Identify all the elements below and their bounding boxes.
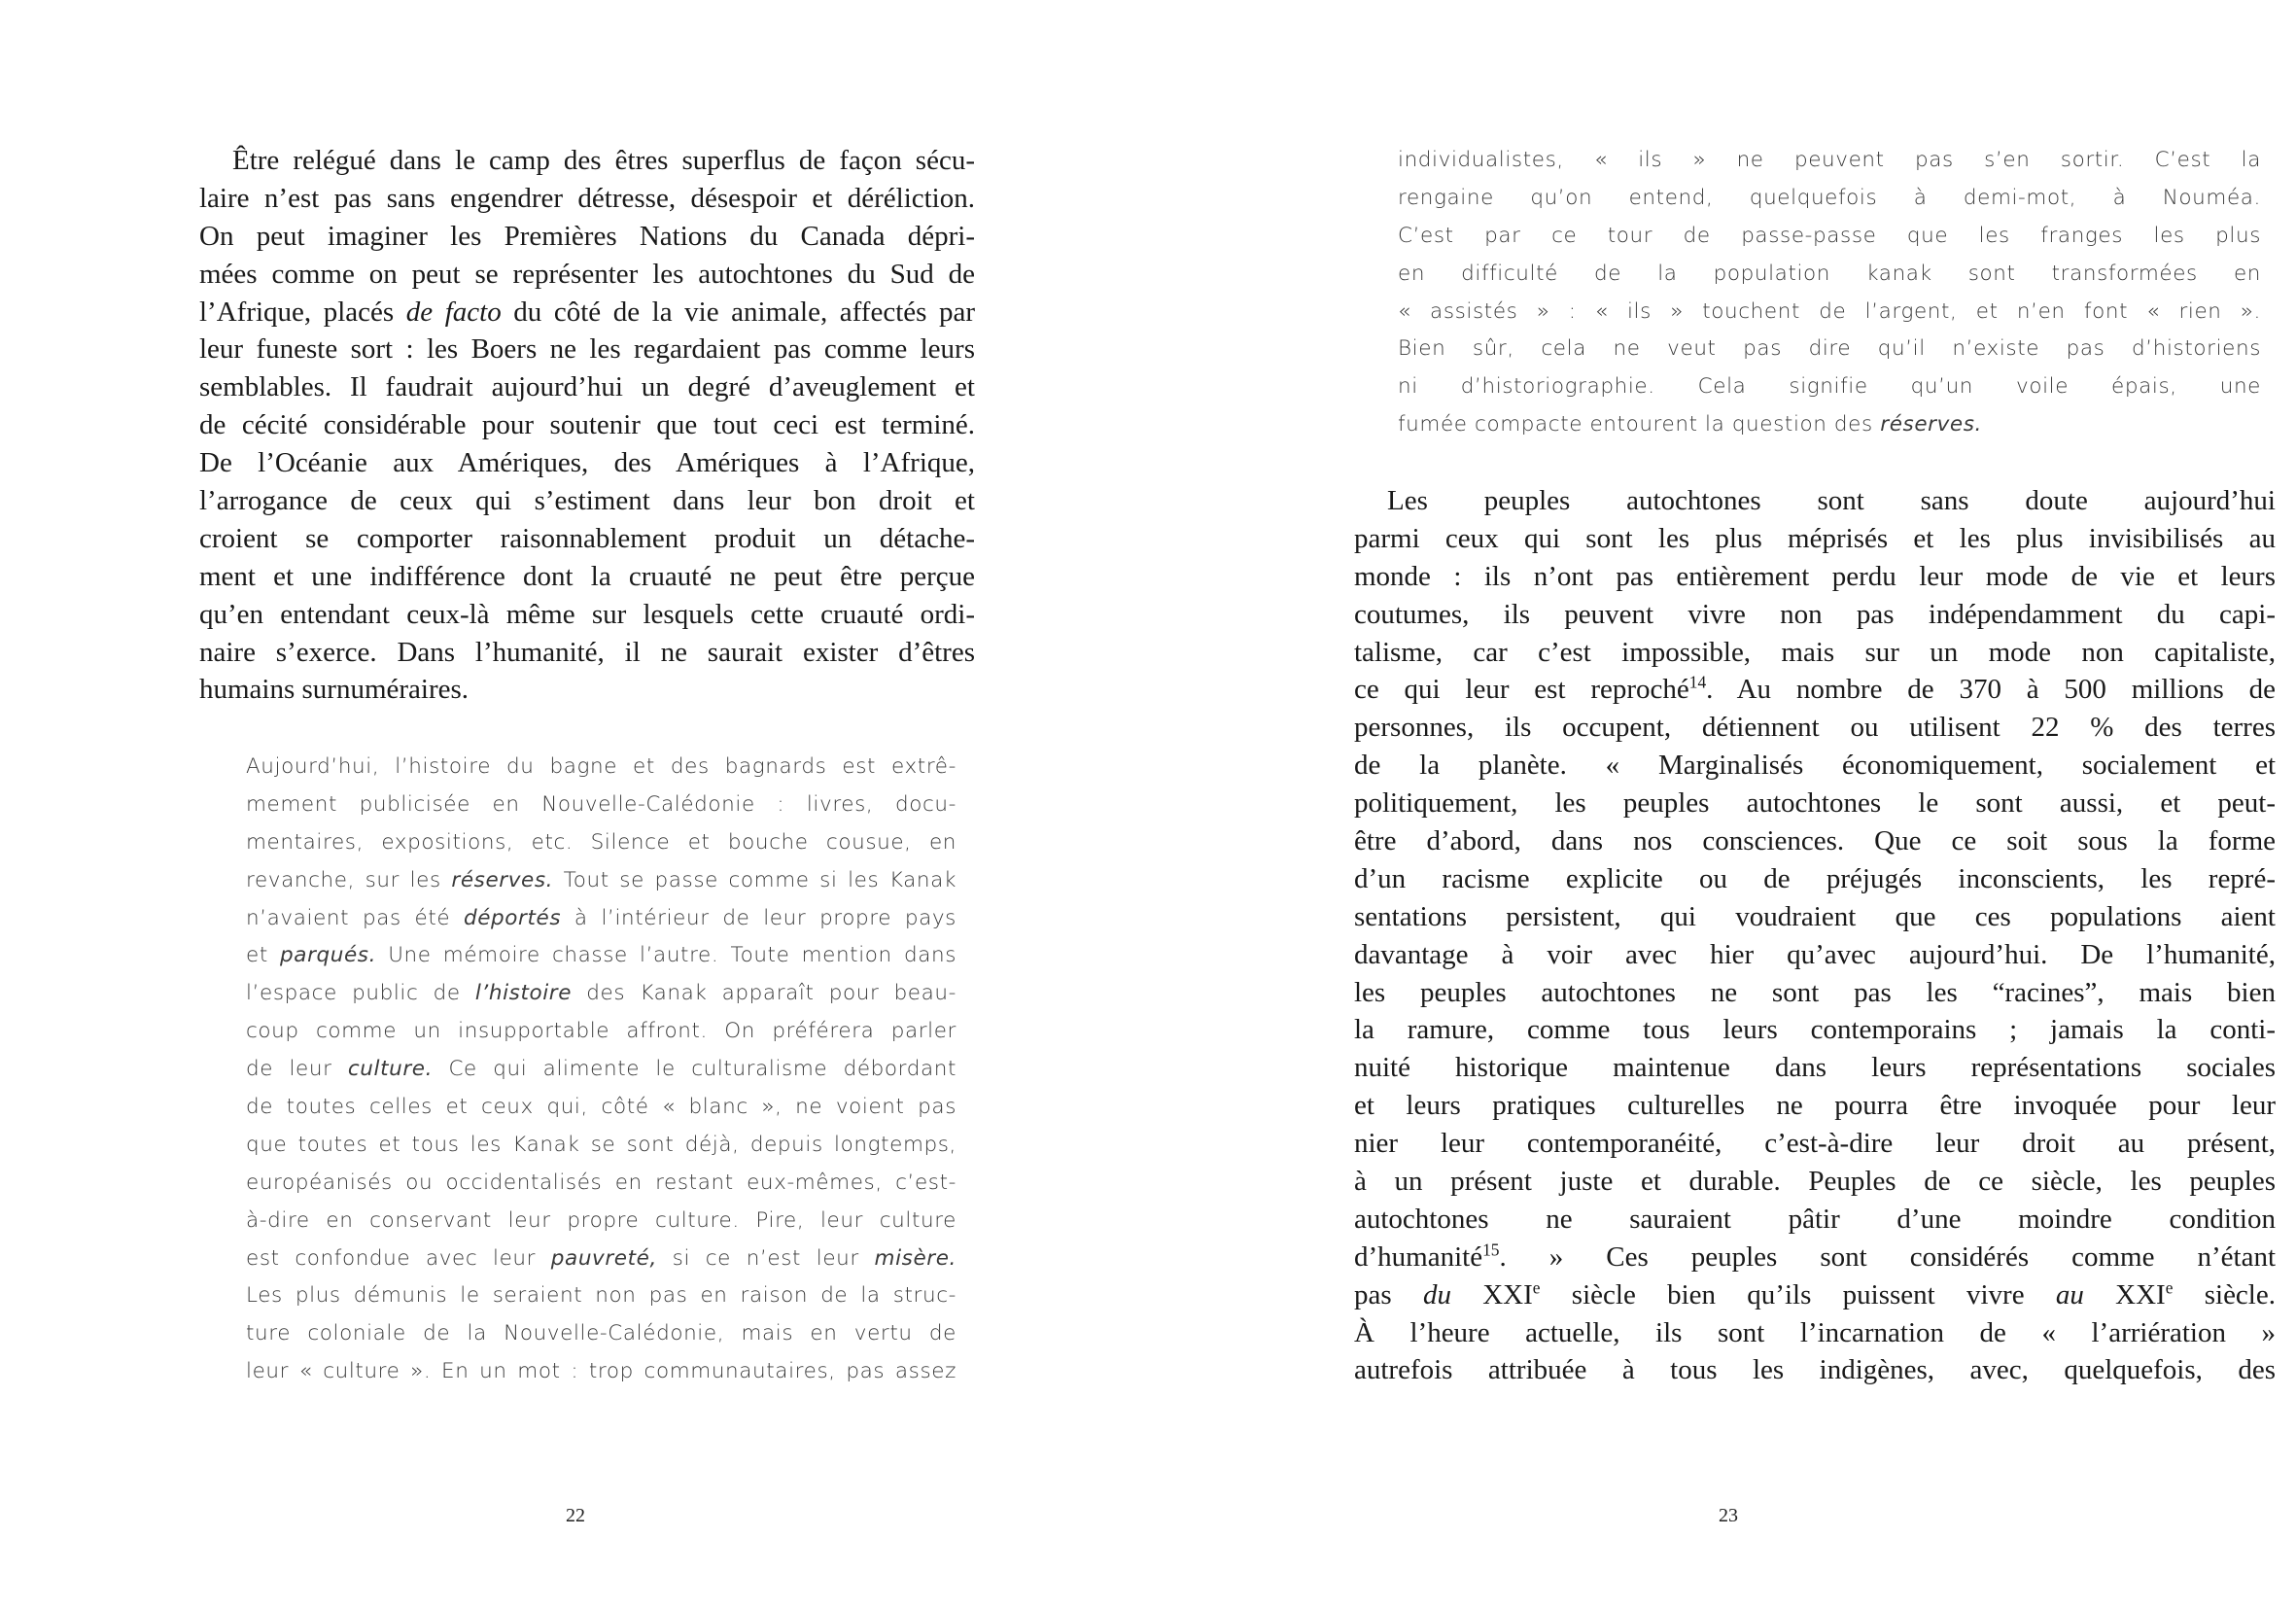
text-line: leur funeste sort : les Boers ne les regardaient pas comme leurs (199, 333, 975, 366)
text-segment: si ce n’est leur (656, 1245, 875, 1271)
text-line: « assistés » : « ils » touchent de l’argent, et n’en font « rien ». (1398, 298, 2261, 324)
italic-text: misère. (874, 1245, 957, 1271)
text-line: ment et une indifférence dont la cruauté ne peut être perçue (199, 560, 975, 592)
text-line (1354, 671, 2276, 709)
superscript: 15 (1482, 1240, 1500, 1260)
text-line: autrefois attribuée à tous les indigènes, avec, quelquefois, des (1354, 1354, 2276, 1386)
text-line: On peut imaginer les Premières Nations du Canada dépri- (199, 220, 975, 252)
text-line: rengaine qu’on entend, quelquefois à demi-mot, à Nouméa. (1398, 185, 2261, 210)
text-line: laire n’est pas sans engendrer détresse, désespoir et déréliction. (199, 182, 975, 214)
text-line: et leurs pratiques culturelles ne pourra être invoquée pour leur (1354, 1090, 2276, 1122)
text-segment: des Kanak apparaît pour beau- (572, 981, 957, 1006)
text-segment: XXI (2083, 1278, 2166, 1310)
text-segment: ce qui leur est reproché (1354, 674, 1689, 706)
text-line: Les plus démunis le seraient non pas en raison de la struc- (246, 1283, 957, 1309)
text-segment: n’avaient pas été (246, 905, 464, 930)
text-line: individualistes, « ils » ne peuvent pas s’en sortir. C’est la (1398, 148, 2261, 172)
text-segment: l’espace public de (246, 981, 475, 1006)
text-line (246, 900, 957, 938)
text-line: monde : ils n’ont pas entièrement perdu leur mode de vie et leurs (1354, 560, 2276, 592)
text-line: être d’abord, dans nos consciences. Que ce soit sous la forme (1354, 825, 2276, 857)
page-number-left: 22 (566, 1505, 585, 1526)
text-line: Bien sûr, cela ne veut pas dire qu’il n’existe pas d’historiens (1398, 336, 2261, 362)
text-line: personnes, ils occupent, détiennent ou utilisent 22 % des terres (1354, 712, 2276, 744)
text-line: de cécité considérable pour soutenir que tout ceci est terminé. (199, 409, 975, 441)
left-quote-block (246, 749, 957, 1391)
text-line: Être relégué dans le camp des êtres superflus de façon sécu- (232, 145, 975, 176)
text-segment: Ce qui alimente le culturalisme débordant (433, 1057, 957, 1082)
text-line: sentations persistent, qui voudraient que ces populations aient (1354, 900, 2276, 932)
text-line: la ramure, comme tous leurs contemporains ; jamais la conti- (1354, 1014, 2276, 1046)
text-line: en difficulté de la population kanak sont transformées en (1398, 261, 2261, 286)
text-segment: d’humanité (1354, 1240, 1483, 1273)
text-line: ni d’historiographie. Cela signifie qu’un voile épais, une (1398, 374, 2261, 400)
text-line: politiquement, les peuples autochtones le sont aussi, et peut- (1354, 787, 2276, 820)
text-line (1398, 406, 2261, 444)
italic-text: culture. (347, 1057, 434, 1082)
italic-text: pauvreté, (550, 1245, 657, 1271)
italic-text: déportés (463, 905, 562, 930)
text-line: Aujourd’hui, l’histoire du bagne et des bagnards est extrê- (246, 754, 957, 779)
text-segment: revanche, sur les (246, 867, 452, 892)
text-segment: de leur (246, 1057, 348, 1082)
left-main-paragraph (199, 142, 975, 709)
text-line: croient se comporter raisonnablement produit un détache- (199, 522, 975, 554)
italic-text: du (1422, 1278, 1451, 1310)
text-segment: . Au nombre de 370 à 500 millions de (1706, 674, 2276, 706)
text-segment: l’Afrique, placés (199, 296, 406, 328)
text-line: nier leur contemporanéité, c’est-à-dire leur droit au présent, (1354, 1128, 2276, 1160)
text-segment: . » Ces peuples sont considérés comme n’étant (1499, 1240, 2276, 1273)
text-line: coup comme un insupportable affront. On préférera parler (246, 1019, 957, 1044)
text-line: que toutes et tous les Kanak se sont déjà, depuis longtemps, (246, 1132, 957, 1157)
italic-text: de facto (405, 296, 502, 328)
text-line: de la planète. « Marginalisés économiquement, socialement et (1354, 750, 2276, 782)
italic-text: réserves. (451, 867, 554, 892)
text-line: humains surnuméraires. (199, 674, 470, 706)
text-line (246, 1051, 957, 1089)
text-line: européanisés ou occidentalisés en restant eux-mêmes, c’est- (246, 1170, 957, 1195)
text-line: talisme, car c’est impossible, mais sur un mode non capitaliste, (1354, 636, 2276, 668)
text-line: C’est par ce tour de passe-passe que les franges les plus (1398, 223, 2261, 248)
text-line: d’un racisme explicite ou de préjugés inconscients, les repré- (1354, 862, 2276, 894)
text-line: leur « culture ». En un mot : trop communautaires, pas assez (246, 1359, 957, 1384)
right-main-paragraph (1354, 482, 2276, 1389)
text-line: à-dire en conservant leur propre culture. Pire, leur culture (246, 1207, 957, 1233)
text-line (1354, 1239, 2276, 1276)
text-segment: Une mémoire chasse l’autre. Toute mention dans (376, 943, 957, 968)
text-segment: est confondue avec leur (246, 1245, 551, 1271)
text-segment: du côté de la vie animale, affectés par (501, 296, 976, 328)
text-line (1354, 1276, 2276, 1314)
right-quote-block (1398, 142, 2261, 444)
text-line (199, 294, 975, 332)
text-line (246, 975, 957, 1013)
text-line: qu’en entendant ceux-là même sur lesquels cette cruauté ordi- (199, 598, 975, 630)
text-line (246, 862, 957, 900)
text-line: naire s’exerce. Dans l’humanité, il ne saurait exister d’êtres (199, 636, 975, 668)
text-segment: siècle bien qu’ils puissent vivre (1540, 1278, 2056, 1310)
text-line (246, 1240, 957, 1278)
text-line: de toutes celles et ceux qui, côté « blanc », ne voient pas (246, 1095, 957, 1120)
text-line: parmi ceux qui sont les plus méprisés et les plus invisibilisés au (1354, 522, 2276, 554)
text-segment: et (246, 943, 281, 968)
text-line: davantage à voir avec hier qu’avec aujourd’hui. De l’humanité, (1354, 938, 2276, 970)
italic-text: l’histoire (474, 981, 573, 1006)
text-segment: siècle. (2173, 1278, 2276, 1310)
text-line: nuité historique maintenue dans leurs représentations sociales (1354, 1052, 2276, 1084)
text-line: mées comme on peut se représenter les autochtones du Sud de (199, 258, 975, 290)
text-segment: à l’intérieur de leur propre pays (561, 905, 957, 930)
text-line: Les peuples autochtones sont sans doute aujourd’hui (1387, 485, 2276, 516)
text-line: mement publicisée en Nouvelle-Calédonie : livres, docu- (246, 791, 957, 817)
text-line: À l’heure actuelle, ils sont l’incarnation de « l’arriération » (1354, 1316, 2276, 1348)
text-segment: Tout se passe comme si les Kanak (553, 867, 957, 892)
italic-text: parqués. (280, 943, 377, 968)
text-line: à un présent juste et durable. Peuples de ce siècle, les peuples (1354, 1166, 2276, 1198)
text-line: autochtones ne sauraient pâtir d’une moindre condition (1354, 1203, 2276, 1235)
page-number-right: 23 (1719, 1505, 1738, 1526)
text-line: les peuples autochtones ne sont pas les “racines”, mais bien (1354, 976, 2276, 1008)
italic-text: au (2055, 1278, 2084, 1310)
italic-text: réserves. (1880, 412, 1982, 437)
text-line: semblables. Il faudrait aujourd’hui un degré d’aveuglement et (199, 371, 975, 403)
text-segment: XXI (1450, 1278, 1533, 1310)
text-line (246, 937, 957, 975)
text-line: coutumes, ils peuvent vivre non pas indépendamment du capi- (1354, 598, 2276, 630)
text-line: mentaires, expositions, etc. Silence et bouche cousue, en (246, 829, 957, 855)
superscript: e (2165, 1277, 2174, 1298)
text-segment: fumée compacte entourent la question des (1398, 412, 1881, 437)
superscript: e (1532, 1277, 1541, 1298)
text-line: l’arrogance de ceux qui s’estiment dans leur bon droit et (199, 485, 975, 517)
text-line: De l’Océanie aux Amériques, des Amériques à l’Afrique, (199, 447, 975, 479)
superscript: 14 (1688, 673, 1707, 693)
text-line: ture coloniale de la Nouvelle-Calédonie, mais en vertu de (246, 1321, 957, 1346)
text-segment: pas (1354, 1278, 1423, 1310)
